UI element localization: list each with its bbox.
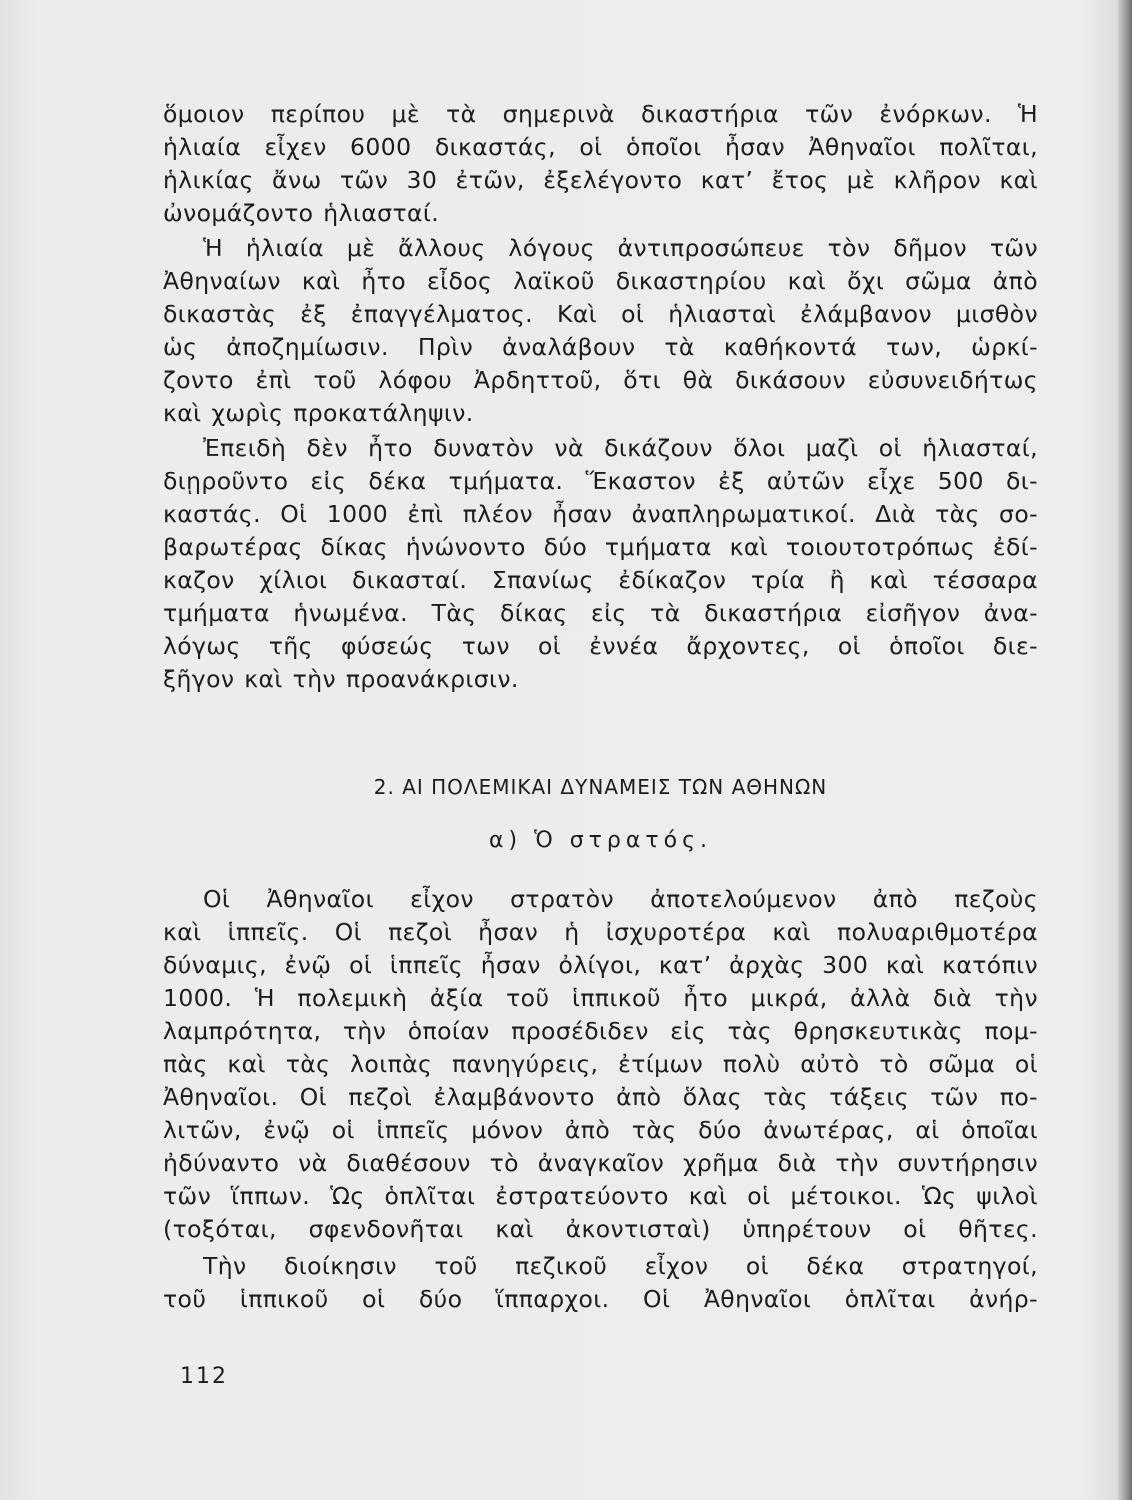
page-binding-edge <box>1118 0 1132 1500</box>
text-line: ὡς ἀποζημίωσιν. Πρὶν ἀναλάβουν τὰ καθήκοντά των, ὡρκί- <box>163 333 1038 361</box>
text-line: 1000. Ἡ πολεμικὴ ἀξία τοῦ ἱππικοῦ ἦτο μικρά, ἀλλὰ διὰ τὴν <box>163 984 1038 1012</box>
page-number: 112 <box>180 1364 228 1389</box>
text-line: καὶ χωρὶς προκατάληψιν. <box>163 399 474 427</box>
text-line: δικαστὰς ἐξ ἐπαγγέλματος. Καὶ οἱ ἡλιασταὶ ἐλάμβανον μισθὸν <box>163 300 1038 328</box>
text-line: λιτῶν, ἐνῷ οἱ ἱππεῖς μόνον ἀπὸ τὰς δύο ἀνωτέρας, αἱ ὁποῖαι <box>163 1116 1038 1144</box>
text-line: Ἡ ἡλιαία μὲ ἄλλους λόγους ἀντιπροσώπευε τὸν δῆμον τῶν <box>203 234 1038 262</box>
text-line: τοῦ ἱππικοῦ οἱ δύο ἵππαρχοι. Οἱ Ἀθηναῖοι ὁπλῖται ἀνήρ- <box>163 1285 1038 1313</box>
text-line: λόγως τῆς φύσεώς των οἱ ἐννέα ἄρχοντες, οἱ ὁποῖοι διε- <box>163 632 1038 660</box>
text-line: Οἱ Ἀθηναῖοι εἶχον στρατὸν ἀποτελούμενον ἀπὸ πεζοὺς <box>203 885 1038 913</box>
section-heading: 2. ΑΙ ΠΟΛΕΜΙΚΑΙ ΔΥΝΑΜΕΙΣ ΤΩΝ ΑΘΗΝΩΝ <box>373 775 828 799</box>
text-line: ὅμοιον περίπου μὲ τὰ σημερινὰ δικαστήρια τῶν ἐνόρκων. Ἡ <box>163 100 1038 128</box>
text-line: Τὴν διοίκησιν τοῦ πεζικοῦ εἶχον οἱ δέκα στρατηγοί, <box>203 1252 1038 1280</box>
text-line: ἡλικίας ἄνω τῶν 30 ἐτῶν, ἐξελέγοντο κατ’ ἔτος μὲ κλῆρον καὶ <box>163 166 1038 194</box>
text-line: καζον χίλιοι δικασταί. Σπανίως ἐδίκαζον τρία ἢ καὶ τέσσαρα <box>163 566 1038 594</box>
text-line: Ἐπειδὴ δὲν ἦτο δυνατὸν νὰ δικάζουν ὅλοι μαζὶ οἱ ἡλιασταί, <box>203 434 1038 462</box>
text-line: ζοντο ἐπὶ τοῦ λόφου Ἀρδηττοῦ, ὅτι θὰ δικάσουν εὐσυνειδήτως <box>163 366 1038 394</box>
text-line: (τοξόται, σφενδονῆται καὶ ἀκοντισταὶ) ὑπηρέτουν οἱ θῆτες. <box>163 1215 1038 1243</box>
text-line: βαρωτέρας δίκας ἡνώνοντο δύο τμήματα καὶ τοιουτοτρόπως ἐδί- <box>163 533 1038 561</box>
text-line: ὠνομάζοντο ἡλιασταί. <box>163 199 440 227</box>
subsection-heading: α) Ὁ στρατός. <box>489 828 712 853</box>
text-line: τμήματα ἡνωμένα. Τὰς δίκας εἰς τὰ δικαστήρια εἰσῆγον ἀνα- <box>163 599 1038 627</box>
text-line: ἡλιαία εἶχεν 6000 δικαστάς, οἱ ὁποῖοι ἦσαν Ἀθηναῖοι πολῖται, <box>163 133 1038 161</box>
text-line: καὶ ἱππεῖς. Οἱ πεζοὶ ἦσαν ἡ ἰσχυροτέρα καὶ πολυαριθμοτέρα <box>163 918 1038 946</box>
text-line: λαμπρότητα, τὴν ὁποίαν προσέδιδεν εἰς τὰς θρησκευτικὰς πομ- <box>163 1017 1038 1045</box>
text-line: τῶν ἵππων. Ὡς ὁπλῖται ἐστρατεύοντο καὶ οἱ μέτοικοι. Ὡς ψιλοὶ <box>163 1182 1038 1210</box>
text-line: καστάς. Οἱ 1000 ἐπὶ πλέον ἦσαν ἀναπληρωματικοί. Διὰ τὰς σο- <box>163 500 1038 528</box>
text-line: διῃροῦντο εἰς δέκα τμήματα. Ἕκαστον ἐξ αὐτῶν εἶχε 500 δι- <box>163 467 1038 495</box>
text-line: ξῆγον καὶ τὴν προανάκρισιν. <box>163 665 519 693</box>
text-line: πὰς καὶ τὰς λοιπὰς πανηγύρεις, ἐτίμων πολὺ αὐτὸ τὸ σῶμα οἱ <box>163 1050 1038 1078</box>
text-line: δύναμις, ἐνῷ οἱ ἱππεῖς ἦσαν ὀλίγοι, κατ’ ἀρχὰς 300 καὶ κατόπιν <box>163 951 1038 979</box>
text-line: Ἀθηναίων καὶ ἦτο εἶδος λαϊκοῦ δικαστηρίου καὶ ὄχι σῶμα ἀπὸ <box>163 267 1038 295</box>
text-line: ἠδύναντο νὰ διαθέσουν τὸ ἀναγκαῖον χρῆμα διὰ τὴν συντήρησιν <box>163 1149 1038 1177</box>
text-line: Ἀθηναῖοι. Οἱ πεζοὶ ἐλαμβάνοντο ἀπὸ ὅλας τὰς τάξεις τῶν πο- <box>163 1083 1038 1111</box>
